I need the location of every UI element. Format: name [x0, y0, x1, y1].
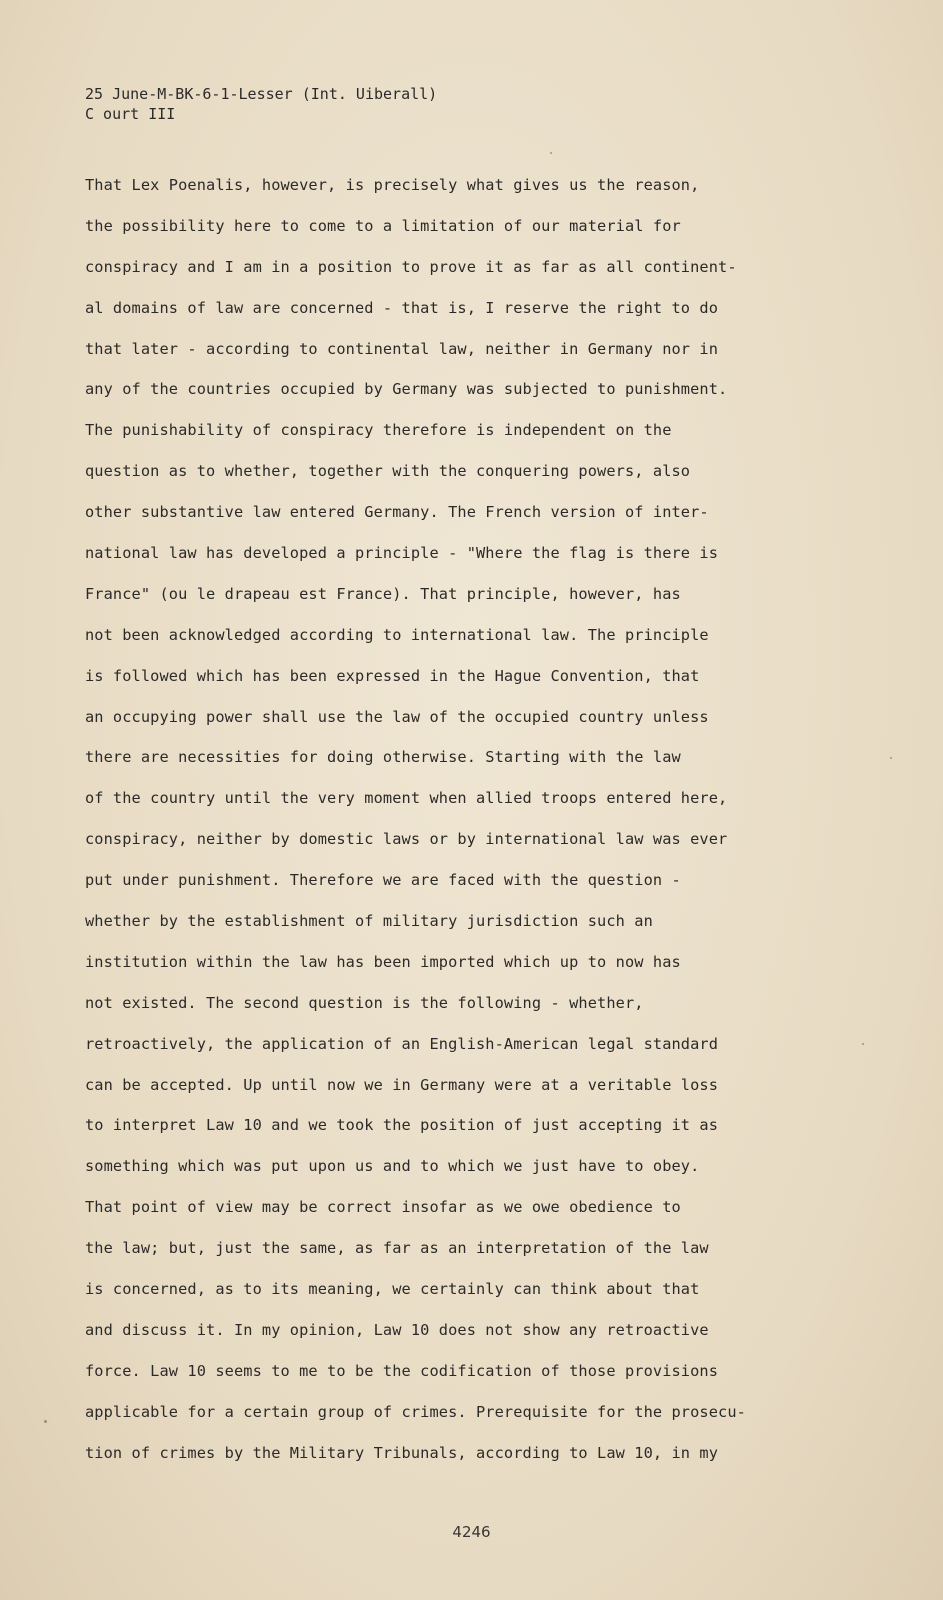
text-line: applicable for a certain group of crimes. Prerequisite for the prosecu-: [85, 1402, 746, 1421]
document-header: [85, 84, 437, 124]
text-line: an occupying power shall use the law of the occupied country unless: [85, 707, 709, 726]
text-line: there are necessities for doing otherwise. Starting with the law: [85, 748, 681, 767]
text-line: of the country until the very moment when allied troops entered here,: [85, 789, 728, 808]
text-line: something which was put upon us and to which we just have to obey.: [85, 1157, 700, 1176]
text-line: conspiracy, neither by domestic laws or by international law was ever: [85, 830, 728, 849]
text-line: is followed which has been expressed in the Hague Convention, that: [85, 666, 700, 685]
text-line: not existed. The second question is the following - whether,: [85, 993, 644, 1012]
text-line: to interpret Law 10 and we took the position of just accepting it as: [85, 1116, 719, 1135]
text-line: tion of crimes by the Military Tribunals, according to Law 10, in my: [85, 1443, 719, 1462]
text-line: institution within the law has been imported which up to now has: [85, 952, 681, 971]
text-line: is concerned, as to its meaning, we certainly can think about that: [85, 1280, 700, 1299]
text-line: whether by the establishment of military jurisdiction such an: [85, 912, 653, 931]
text-line: The punishability of conspiracy therefore is independent on the: [85, 421, 672, 440]
transcript-body: [85, 165, 845, 1474]
text-line: other substantive law entered Germany. The French version of inter-: [85, 503, 709, 522]
text-line: France" (ou le drapeau est France). That principle, however, has: [85, 584, 681, 603]
header-court: C ourt III: [85, 105, 176, 123]
text-line: retroactively, the application of an English-American legal standard: [85, 1034, 719, 1053]
page-number: 4246: [452, 1523, 491, 1541]
text-line: national law has developed a principle - "Where the flag is there is: [85, 544, 719, 563]
paper-speck: [550, 152, 552, 154]
text-line: put under punishment. Therefore we are faced with the question -: [85, 871, 681, 890]
text-line: the possibility here to come to a limitation of our material for: [85, 216, 681, 235]
header-reference: 25 June-M-BK-6-1-Lesser (Int. Uiberall): [85, 85, 438, 103]
text-line: the law; but, just the same, as far as an interpretation of the law: [85, 1239, 709, 1258]
text-line: That point of view may be correct insofar as we owe obedience to: [85, 1198, 681, 1217]
text-line: al domains of law are concerned - that is, I reserve the right to do: [85, 298, 719, 317]
text-line: not been acknowledged according to international law. The principle: [85, 625, 709, 644]
text-line: any of the countries occupied by Germany was subjected to punishment.: [85, 380, 728, 399]
text-line: force. Law 10 seems to me to be the codification of those provisions: [85, 1361, 719, 1380]
paper-speck: [44, 1420, 47, 1423]
text-line: can be accepted. Up until now we in Germany were at a veritable loss: [85, 1075, 719, 1094]
paper-speck: [862, 1043, 864, 1045]
text-line: question as to whether, together with the conquering powers, also: [85, 462, 691, 481]
paper-speck: [890, 757, 892, 759]
text-line: and discuss it. In my opinion, Law 10 does not show any retroactive: [85, 1320, 709, 1339]
text-line: that later - according to continental law, neither in Germany nor in: [85, 339, 719, 358]
text-line: That Lex Poenalis, however, is precisely what gives us the reason,: [85, 176, 700, 194]
text-line: conspiracy and I am in a position to prove it as far as all continent-: [85, 257, 737, 276]
